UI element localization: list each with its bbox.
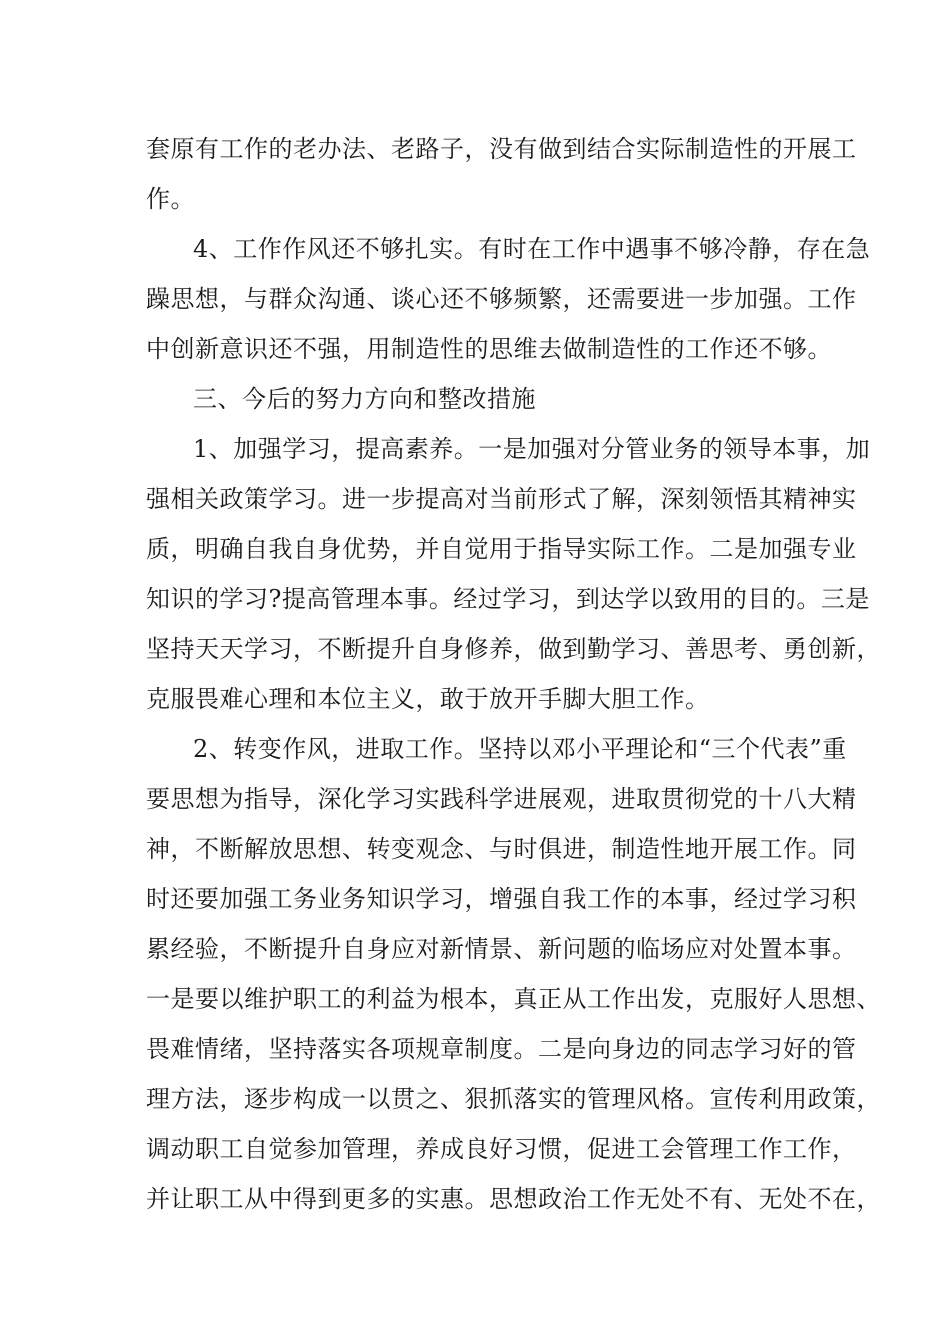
text-line: 畏难情绪，坚持落实各项规章制度。二是向身边的同志学习好的管 (146, 1035, 857, 1063)
text-line: 理方法，逐步构成一以贯之、狠抓落实的管理风格。宣传利用政策， (146, 1085, 881, 1113)
text-line: 并让职工从中得到更多的实惠。思想政治工作无处不有、无处不在， (146, 1185, 881, 1213)
text-line: 套原有工作的老办法、老路子，没有做到结合实际制造性的开展工 (146, 135, 857, 163)
text-line: 知识的学习?提高管理本事。经过学习，到达学以致用的目的。三是 (146, 585, 870, 613)
text-line: 强相关政策学习。进一步提高对当前形式了解，深刻领悟其精神实 (146, 485, 857, 513)
document-body (146, 124, 881, 1224)
text-line: 克服畏难心理和本位主义，敢于放开手脚大胆工作。 (146, 685, 710, 713)
section-heading: 三、今后的努力方向和整改措施 (193, 385, 536, 413)
text-line: 累经验，不断提升自身应对新情景、新问题的临场应对处置本事。 (146, 935, 857, 963)
text-line: 神，不断解放思想、转变观念、与时俱进，制造性地开展工作。同 (146, 835, 857, 863)
text-line: 躁思想，与群众沟通、谈心还不够频繁，还需要进一步加强。工作 (146, 285, 857, 313)
text-line: 坚持天天学习，不断提升自身修养，做到勤学习、善思考、勇创新， (146, 635, 881, 663)
text-line: 中创新意识还不强，用制造性的思维去做制造性的工作还不够。 (146, 335, 832, 363)
paragraph-start-line: 1、加强学习，提高素养。一是加强对分管业务的领导本事，加 (193, 435, 871, 463)
paragraph-start-line: 4、工作作风还不够扎实。有时在工作中遇事不够冷静，存在急 (193, 235, 871, 263)
paragraph-start-line: 2、转变作风，进取工作。坚持以邓小平理论和“三个代表”重 (193, 735, 847, 763)
text-line: 作。 (146, 185, 195, 213)
text-line: 一是要以维护职工的利益为根本，真正从工作出发，克服好人思想、 (146, 985, 881, 1013)
text-line: 调动职工自觉参加管理，养成良好习惯，促进工会管理工作工作， (146, 1135, 857, 1163)
text-line: 要思想为指导，深化学习实践科学进展观，进取贯彻党的十八大精 (146, 785, 857, 813)
text-line: 时还要加强工务业务知识学习，增强自我工作的本事，经过学习积 (146, 885, 857, 913)
text-line: 质，明确自我自身优势，并自觉用于指导实际工作。二是加强专业 (146, 535, 857, 563)
